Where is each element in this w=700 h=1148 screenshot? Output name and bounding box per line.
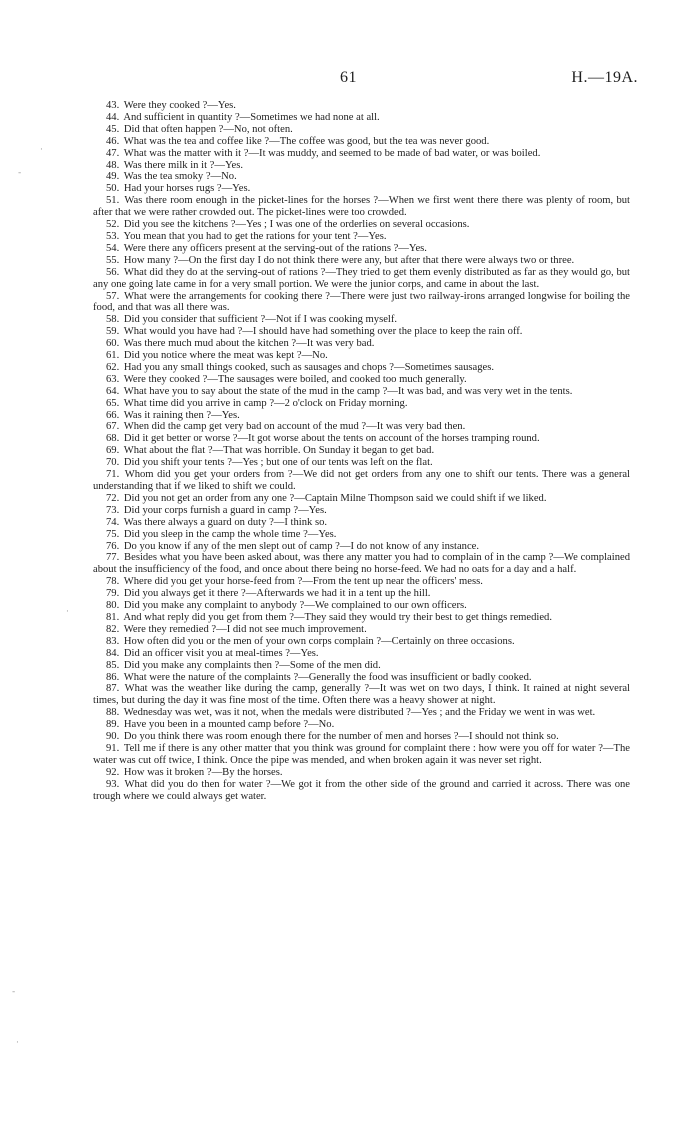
- qa-paragraph: [93, 338, 630, 350]
- question-answer-text: What did you do then for water ?—We got it from the other side of the ground and carried it across. There was one trough where we could always get water.: [93, 778, 630, 802]
- qa-paragraph: [93, 410, 630, 422]
- question-number: 63.: [106, 373, 120, 385]
- question-answer-text: Was there much mud about the kitchen ?—It was very bad.: [123, 338, 375, 350]
- qa-paragraph: [93, 231, 630, 243]
- question-number: 81.: [106, 611, 120, 623]
- question-number: 67.: [106, 421, 120, 433]
- qa-paragraph: [93, 148, 630, 160]
- question-answer-text: What were the nature of the complaints ?—Generally the food was insufficient or badly cooked.: [123, 671, 532, 683]
- question-answer-text: Did you always get it there ?—Afterwards we had it in a tent up the hill.: [123, 588, 431, 600]
- margin-mark: -: [18, 168, 22, 178]
- question-answer-text: Was there room enough in the picket-lines for the horses ?—When we first went there there was plenty of room, but after that we were rather crowded out. The picket-lines were too crowded.: [93, 195, 630, 219]
- question-answer-text: What did they do at the serving-out of rations ?—They tried to get them evenly distributed as far as they would go, but any one going late came in for a very small portion. We were the junior corps, and came in about the last.: [93, 266, 630, 290]
- qa-paragraph: [93, 398, 630, 410]
- question-answer-text: You mean that you had to get the rations for your tent ?—Yes.: [123, 230, 387, 242]
- qa-paragraph: [93, 374, 630, 386]
- qa-paragraph: [93, 314, 630, 326]
- question-number: 90.: [106, 731, 120, 743]
- qa-paragraph: [93, 541, 630, 553]
- question-number: 70.: [106, 457, 120, 469]
- qa-paragraph: [93, 255, 630, 267]
- question-number: 59.: [106, 326, 120, 338]
- qa-paragraph: [93, 683, 630, 707]
- qa-paragraph: [93, 112, 630, 124]
- question-number: 51.: [106, 195, 120, 207]
- question-answer-text: Were they cooked ?—The sausages were boiled, and cooked too much generally.: [123, 373, 467, 385]
- qa-paragraph: [93, 243, 630, 255]
- page-header: [0, 69, 700, 91]
- question-answer-text: What time did you arrive in camp ?—2 o'clock on Friday morning.: [123, 397, 408, 409]
- question-number: 74.: [106, 516, 120, 528]
- question-number: 73.: [106, 504, 120, 516]
- question-answer-text: How often did you or the men of your own corps complain ?—Certainly on three occasions.: [123, 635, 515, 647]
- qa-paragraph: [93, 672, 630, 684]
- qa-paragraph: [93, 588, 630, 600]
- question-answer-text: Was there always a guard on duty ?—I think so.: [123, 516, 328, 528]
- qa-paragraph: [93, 767, 630, 779]
- question-number: 57.: [106, 290, 120, 302]
- question-number: 77.: [106, 552, 120, 564]
- question-answer-text: How many ?—On the first day I do not think there were any, but after that there were always two or three.: [123, 254, 575, 266]
- question-answer-text: Whom did you get your orders from ?—We did not get orders from any one to shift our tents. There was a general understanding that if we liked to shift we could.: [93, 469, 630, 492]
- question-number: 58.: [106, 314, 120, 326]
- qa-paragraph: [93, 124, 630, 136]
- question-number: 71.: [106, 469, 120, 481]
- qa-paragraph: [93, 457, 630, 469]
- question-answer-text: Were there any officers present at the serving-out of the rations ?—Yes.: [123, 242, 427, 254]
- question-number: 46.: [106, 135, 120, 147]
- question-number: 56.: [106, 266, 120, 278]
- question-number: 61.: [106, 350, 120, 362]
- page-number: 61: [340, 69, 357, 86]
- question-answer-text: Did you not get an order from any one ?—Captain Milne Thompson said we could shift if we liked.: [123, 492, 547, 504]
- qa-paragraph: [93, 719, 630, 731]
- question-number: 62.: [106, 361, 120, 373]
- question-answer-text: How was it broken ?—By the horses.: [123, 766, 283, 778]
- qa-paragraph: [93, 136, 630, 148]
- question-number: 88.: [106, 707, 120, 719]
- question-answer-text: What would you have had ?—I should have had something over the place to keep the rain off.: [123, 326, 523, 338]
- question-answer-text: And sufficient in quantity ?—Sometimes we had none at all.: [123, 111, 380, 123]
- question-answer-text: Wednesday was wet, was it not, when the medals were distributed ?—Yes ; and the Friday we went in was wet.: [123, 707, 596, 719]
- question-answer-text: Did that often happen ?—No, not often.: [123, 123, 293, 135]
- qa-paragraph: [93, 707, 630, 719]
- question-answer-text: Tell me if there is any other matter that you think was ground for complaint there : how were you off for water ?—The water was cut off twice, I think. Once the pipe was mended, and when broken again it was never set right.: [93, 742, 630, 766]
- qa-paragraph: [93, 445, 630, 457]
- qa-paragraph: [93, 350, 630, 362]
- qa-paragraph: [93, 362, 630, 374]
- question-number: 76.: [106, 540, 120, 552]
- question-number: 69.: [106, 445, 120, 457]
- document-reference: H.—19A.: [571, 69, 638, 86]
- qa-paragraph: [93, 624, 630, 636]
- question-number: 45.: [106, 123, 120, 135]
- question-number: 93.: [106, 778, 120, 790]
- question-answer-text: What have you to say about the state of the mud in the camp ?—It was bad, and was very wet in the tents.: [123, 385, 573, 397]
- question-number: 64.: [106, 385, 120, 397]
- question-number: 49.: [106, 171, 120, 183]
- qa-paragraph: [93, 576, 630, 588]
- qa-paragraph: [93, 552, 630, 576]
- question-number: 87.: [106, 683, 120, 695]
- qa-paragraph: [93, 326, 630, 338]
- question-answer-text: What was the weather like during the camp, generally ?—It was wet on two days, I think. It rained at night several times, but during the day it was fine most of the time. Often there was a heavy shower at night.: [93, 683, 631, 707]
- margin-mark: ·: [16, 1038, 19, 1048]
- question-answer-text: Was there milk in it ?—Yes.: [123, 159, 244, 171]
- question-answer-text: Did it get better or worse ?—It got worse about the tents on account of the horses tramping round.: [123, 433, 540, 445]
- question-answer-text: What was the tea and coffee like ?—The coffee was good, but the tea was never good.: [123, 135, 490, 147]
- question-answer-text: Did you consider that sufficient ?—Not if I was cooking myself.: [123, 314, 398, 326]
- question-number: 83.: [106, 635, 120, 647]
- qa-paragraph: [93, 160, 630, 172]
- qa-paragraph: [93, 433, 630, 445]
- question-answer-text: And what reply did you get from them ?—They said they would try their best to get things remedied.: [123, 611, 552, 623]
- qa-paragraph: [93, 743, 630, 767]
- question-answer-text: Had your horses rugs ?—Yes.: [123, 183, 251, 195]
- qa-paragraph: [93, 779, 630, 803]
- question-answer-text: Did an officer visit you at meal-times ?—Yes.: [123, 647, 319, 659]
- question-answer-text: What about the flat ?—That was horrible. On Sunday it began to get bad.: [123, 445, 435, 457]
- question-answer-text: Did you shift your tents ?—Yes ; but one of our tents was left on the flat.: [123, 457, 433, 469]
- question-answer-text: When did the camp get very bad on account of the mud ?—It was very bad then.: [123, 421, 466, 433]
- question-answer-text: Were they cooked ?—Yes.: [123, 100, 236, 111]
- question-answer-text: What was the matter with it ?—It was muddy, and seemed to be made of bad water, or was boiled.: [123, 147, 541, 159]
- question-answer-text: What were the arrangements for cooking there ?—There were just two railway-irons arranged longwise for boiling the food, and that was all there was.: [93, 290, 630, 314]
- question-answer-text: Had you any small things cooked, such as sausages and chops ?—Sometimes sausages.: [123, 361, 495, 373]
- question-answer-text: Did you sleep in the camp the whole time ?—Yes.: [123, 528, 337, 540]
- question-number: 80.: [106, 600, 120, 612]
- qa-paragraph: [93, 517, 630, 529]
- qa-paragraph: [93, 291, 630, 315]
- margin-mark: ·: [66, 607, 69, 617]
- question-answer-text: Did your corps furnish a guard in camp ?—Yes.: [123, 504, 327, 516]
- question-answer-text: Besides what you have been asked about, was there any matter you had to complain of in the camp ?—We complained about the insufficiency of the food, and once about there being no horse-feed. We had no oats for a day and a half.: [93, 552, 630, 576]
- question-number: 43.: [106, 100, 120, 111]
- question-number: 48.: [106, 159, 120, 171]
- question-answer-text: Did you see the kitchens ?—Yes ; I was one of the orderlies on several occasions.: [123, 219, 470, 231]
- question-answer-text: Were they remedied ?—I did not see much improvement.: [123, 623, 367, 635]
- question-answer-text: Do you know if any of the men slept out of camp ?—I do not know of any instance.: [123, 540, 480, 552]
- question-number: 65.: [106, 397, 120, 409]
- question-number: 84.: [106, 647, 120, 659]
- question-answer-text: Where did you get your horse-feed from ?—From the tent up near the officers' mess.: [123, 576, 483, 588]
- margin-mark: -: [12, 987, 16, 997]
- question-number: 78.: [106, 576, 120, 588]
- question-number: 66.: [106, 409, 120, 421]
- qa-paragraph: [93, 171, 630, 183]
- qa-paragraph: [93, 421, 630, 433]
- qa-paragraph: [93, 731, 630, 743]
- qa-paragraph: [93, 469, 630, 493]
- qa-paragraph: [93, 100, 630, 112]
- qa-paragraph: [93, 386, 630, 398]
- qa-paragraph: [93, 600, 630, 612]
- question-answer-text: Did you make any complaint to anybody ?—We complained to our own officers.: [123, 600, 467, 612]
- question-number: 68.: [106, 433, 120, 445]
- question-number: 53.: [106, 230, 120, 242]
- question-answer-text: Was the tea smoky ?—No.: [123, 171, 237, 183]
- question-answer-text: Have you been in a mounted camp before ?—No.: [123, 719, 335, 731]
- question-answer-text: Did you notice where the meat was kept ?—No.: [123, 350, 328, 362]
- qa-paragraph: [93, 195, 630, 219]
- question-number: 91.: [106, 742, 120, 754]
- question-number: 79.: [106, 588, 120, 600]
- testimony-body: [93, 100, 630, 802]
- qa-paragraph: [93, 183, 630, 195]
- qa-paragraph: [93, 660, 630, 672]
- qa-paragraph: [93, 267, 630, 291]
- qa-paragraph: [93, 493, 630, 505]
- question-number: 72.: [106, 492, 120, 504]
- margin-mark: ·: [40, 145, 43, 155]
- qa-paragraph: [93, 219, 630, 231]
- qa-paragraph: [93, 529, 630, 541]
- question-answer-text: Did you make any complaints then ?—Some of the men did.: [123, 659, 381, 671]
- question-number: 44.: [106, 111, 120, 123]
- question-answer-text: Was it raining then ?—Yes.: [123, 409, 240, 421]
- question-number: 85.: [106, 659, 120, 671]
- qa-paragraph: [93, 612, 630, 624]
- question-number: 82.: [106, 623, 120, 635]
- question-number: 89.: [106, 719, 120, 731]
- question-number: 92.: [106, 766, 120, 778]
- qa-paragraph: [93, 636, 630, 648]
- question-number: 86.: [106, 671, 120, 683]
- question-answer-text: Do you think there was room enough there for the number of men and horses ?—I should not think so.: [123, 731, 559, 743]
- qa-paragraph: [93, 505, 630, 517]
- question-number: 60.: [106, 338, 120, 350]
- question-number: 54.: [106, 242, 120, 254]
- question-number: 50.: [106, 183, 120, 195]
- question-number: 47.: [106, 147, 120, 159]
- question-number: 75.: [106, 528, 120, 540]
- question-number: 55.: [106, 254, 120, 266]
- question-number: 52.: [106, 219, 120, 231]
- qa-paragraph: [93, 648, 630, 660]
